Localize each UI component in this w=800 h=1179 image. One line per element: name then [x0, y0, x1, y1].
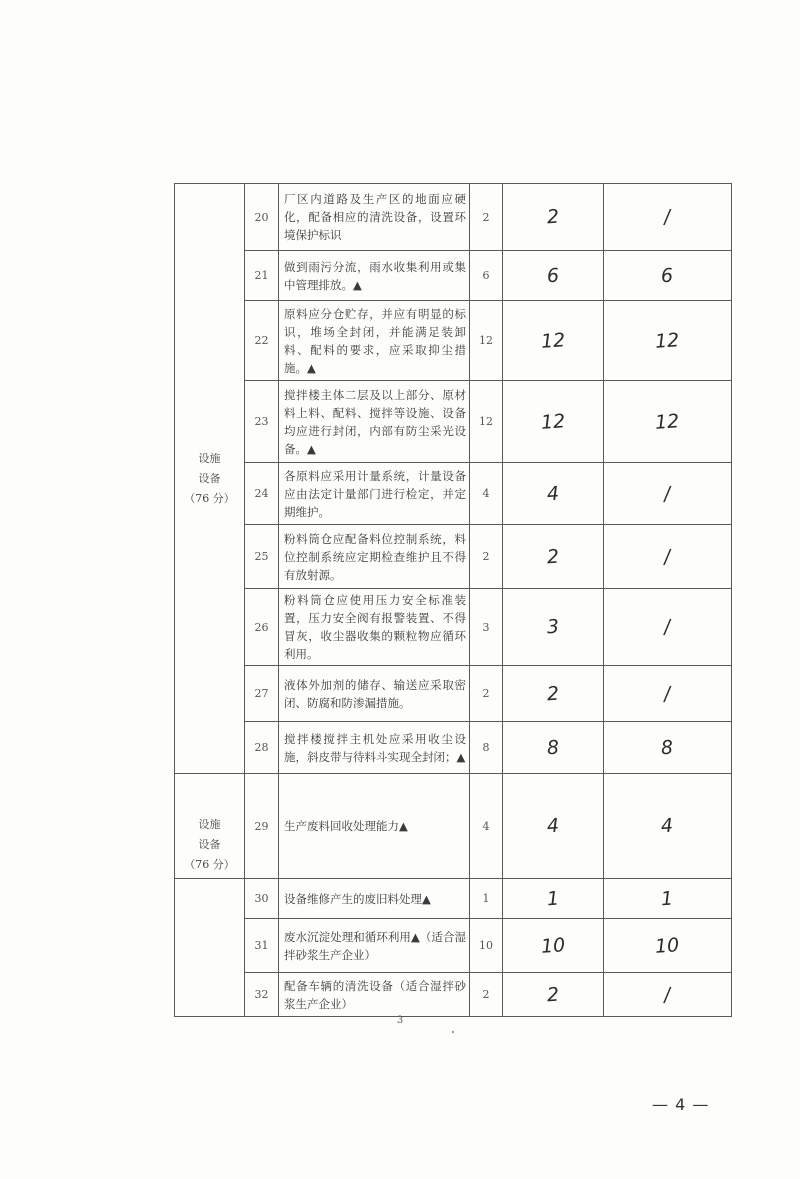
category-line: 设施 [198, 818, 221, 831]
table-row [175, 879, 732, 919]
category-cell [175, 184, 245, 774]
review-score-cell [604, 301, 732, 381]
review-score-cell [604, 184, 732, 251]
review-score: 4 [660, 814, 675, 838]
self-score-cell [503, 463, 604, 525]
standard-score: 2 [470, 525, 503, 589]
inner-page-number: 3 [396, 1015, 404, 1026]
self-score-cell [503, 525, 604, 589]
self-score-cell [503, 184, 604, 251]
item-number: 26 [245, 589, 279, 666]
review-score-cell [604, 666, 732, 722]
item-number: 25 [245, 525, 279, 589]
item-number: 30 [245, 879, 279, 919]
item-description: 液体外加剂的储存、输送应采取密闭、防腐和防渗漏措施。 [279, 666, 470, 722]
self-score-cell [503, 973, 604, 1017]
item-description: 粉料筒仓应使用压力安全标准装置，压力安全阀有报警装置、不得冒灰，收尘器收集的颗粒物应循环利用。 [279, 589, 470, 666]
item-description: 各原料应采用计量系统，计量设备应由法定计量部门进行检定，并定期维护。 [279, 463, 470, 525]
standard-score: 2 [470, 184, 503, 251]
review-score-cell [604, 381, 732, 463]
standard-score: 12 [470, 301, 503, 381]
review-score: / [663, 205, 672, 229]
self-score: 4 [546, 482, 560, 505]
review-score-cell [604, 879, 732, 919]
item-description: 粉料筒仓应配备料位控制系统，料位控制系统应定期检查维护且不得有放射源。 [279, 525, 470, 589]
item-description: 搅拌楼搅拌主机处应采用收尘设施，斜皮带与待料斗实现全封闭；▲ [279, 722, 470, 774]
self-score-cell [503, 301, 604, 381]
review-score-cell [604, 251, 732, 301]
item-number: 20 [245, 184, 279, 251]
table-row [175, 525, 732, 589]
self-score-cell [503, 879, 604, 919]
scoring-table [174, 183, 732, 1017]
table-row [175, 381, 732, 463]
self-score-cell [503, 251, 604, 301]
review-score: 6 [660, 264, 675, 287]
category-label [184, 449, 235, 509]
review-score-cell [604, 525, 732, 589]
table-row [175, 463, 732, 525]
self-score: 3 [546, 615, 560, 639]
review-score: 12 [654, 409, 681, 434]
review-score: / [663, 682, 672, 705]
self-score: 12 [540, 328, 566, 353]
review-score: / [663, 983, 672, 1006]
self-score-cell [503, 381, 604, 463]
category-line: 设备 [198, 838, 221, 851]
standard-score: 10 [470, 919, 503, 973]
item-description: 做到雨污分流，雨水收集利用或集中管理排放。▲ [279, 251, 470, 301]
category-line: （76 分） [184, 491, 235, 505]
item-number: 31 [245, 919, 279, 973]
self-score: 1 [546, 887, 560, 910]
standard-score: 3 [470, 589, 503, 666]
self-score: 12 [540, 409, 566, 434]
item-number: 27 [245, 666, 279, 722]
item-number: 29 [245, 774, 279, 879]
standard-score: 2 [470, 666, 503, 722]
category-line: 设备 [198, 471, 221, 485]
item-description: 生产废料回收处理能力▲ [279, 774, 470, 879]
self-score-cell [503, 666, 604, 722]
item-description: 搅拌楼主体二层及以上部分、原材料上料、配料、搅拌等设施、设备均应进行封闭，内部有防尘采光设备。▲ [279, 381, 470, 463]
self-score: 2 [546, 682, 560, 705]
review-score-cell [604, 722, 732, 774]
standard-score: 6 [470, 251, 503, 301]
review-score: / [663, 482, 672, 505]
standard-score: 4 [470, 463, 503, 525]
standard-score: 1 [470, 879, 503, 919]
item-number: 24 [245, 463, 279, 525]
item-description: 厂区内道路及生产区的地面应硬化，配备相应的清洗设备，设置环境保护标识 [279, 184, 470, 251]
item-number: 21 [245, 251, 279, 301]
review-score: 10 [654, 933, 681, 958]
review-score: 8 [660, 736, 675, 759]
item-number: 28 [245, 722, 279, 774]
table-row [175, 666, 732, 722]
table-row [175, 973, 732, 1017]
category-line: 设施 [198, 451, 221, 465]
table-row [175, 722, 732, 774]
footer-page-number: — 4 — [652, 1095, 710, 1114]
standard-score: 4 [470, 774, 503, 879]
item-number: 22 [245, 301, 279, 381]
self-score-cell [503, 774, 604, 879]
review-score: / [663, 545, 672, 568]
self-score: 2 [546, 205, 560, 229]
self-score: 4 [546, 814, 560, 838]
self-score: 10 [540, 933, 566, 958]
table-row [175, 589, 732, 666]
category-label [184, 815, 235, 875]
category-cell [175, 774, 245, 879]
review-score-cell [604, 919, 732, 973]
review-score-cell [604, 973, 732, 1017]
category-line: （76 分） [184, 858, 235, 871]
table-row [175, 919, 732, 973]
table-row [175, 301, 732, 381]
scan-speck [452, 1031, 454, 1033]
category-cell-empty [175, 879, 245, 1017]
item-description: 配备车辆的清洗设备（适合湿拌砂浆生产企业） [279, 973, 470, 1017]
item-number: 32 [245, 973, 279, 1017]
review-score: 1 [660, 887, 675, 910]
self-score: 2 [546, 983, 560, 1006]
self-score-cell [503, 722, 604, 774]
table-row [175, 774, 732, 879]
review-score-cell [604, 463, 732, 525]
table-row [175, 184, 732, 251]
review-score: / [663, 615, 672, 639]
review-score: 12 [654, 328, 681, 353]
item-description: 原料应分仓贮存，并应有明显的标识，堆场全封闭，并能满足装卸料、配料的要求，应采取抑尘措施。▲ [279, 301, 470, 381]
review-score-cell [604, 589, 732, 666]
standard-score: 8 [470, 722, 503, 774]
standard-score: 12 [470, 381, 503, 463]
self-score-cell [503, 589, 604, 666]
self-score: 6 [546, 264, 560, 287]
self-score: 8 [546, 736, 560, 759]
review-score-cell [604, 774, 732, 879]
self-score: 2 [546, 545, 560, 568]
self-score-cell [503, 919, 604, 973]
standard-score: 2 [470, 973, 503, 1017]
item-number: 23 [245, 381, 279, 463]
item-description: 废水沉淀处理和循环利用▲（适合湿拌砂浆生产企业） [279, 919, 470, 973]
table-row [175, 251, 732, 301]
item-description: 设备维修产生的废旧料处理▲ [279, 879, 470, 919]
